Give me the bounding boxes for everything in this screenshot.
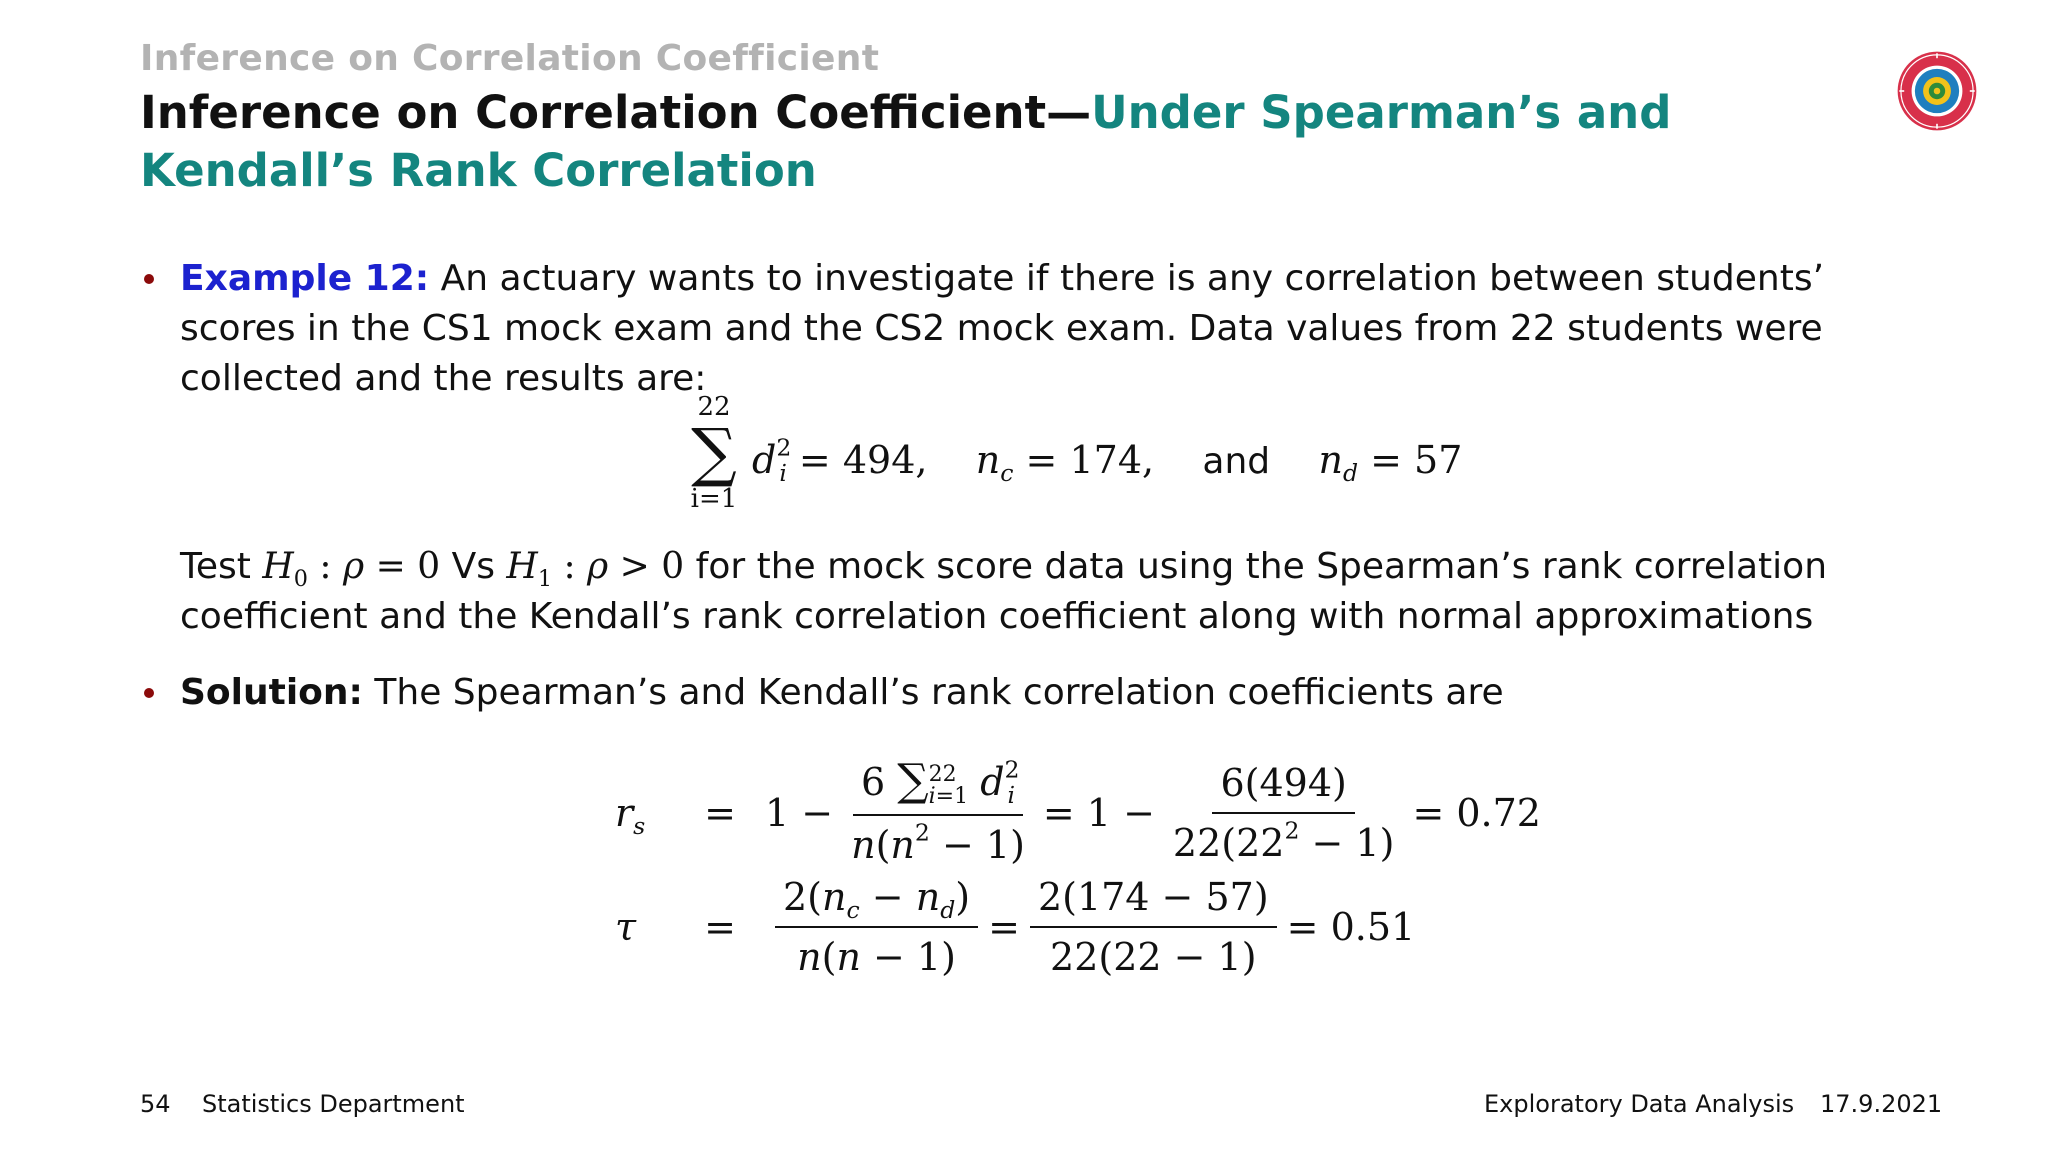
kendall-equation: τ = $\frac{2(n_c - n_d)}{n(n - 1)}$ = $\frac{2(174 - 57)}{22(22 - 1)}$ = 0.51 [615,875,1416,979]
section-title: Inference on Correlation Coefficient [140,38,880,79]
title-main: Inference on Correlation Coefficient— [140,86,1092,139]
sum-upper-limit: 22 [697,392,731,422]
vs-word: Vs [451,546,495,587]
kendall-denominator: 22(22 − 1) [1050,935,1257,979]
nc-value: 174 [1069,438,1142,482]
footer-course: Exploratory Data Analysis [1484,1090,1795,1118]
example-label: Example 12: [180,258,430,299]
kendall-fraction-numeric [1030,874,1277,980]
spearman-equation: $r_s$ = 1 − 6 ∑ 22 i=1 $d^2_i$ $n(n^2 - 1)$ = 1 − $\frac{6(494)}{22(22^2 - 1)}$ = 0.72 [615,755,1541,867]
example-paragraph [180,254,1920,404]
footer-department: Statistics Department [202,1090,465,1118]
summary-values: $d^2_i = 494$, $n_c = 174$, and $n_d = 57$ [752,433,1463,488]
solution-label: Solution: [180,672,363,713]
solution-paragraph [180,668,1920,718]
and-text: and [1202,441,1271,482]
summation-symbol: 22 ∑ i=1 [680,392,748,514]
sum-d-squared-value: 494 [842,438,916,482]
null-hypothesis: $H_0$ : ρ = 0 [262,546,441,592]
example-text: An actuary wants to investigate if there is any correlation between students’ scores in the CS1 mock exam and the CS2 mock exam. Data values from 22 students were collected and the results are: [180,258,1825,399]
footer-page-number: 54 [140,1090,171,1118]
spearman-denominator: 22(22 [1172,821,1285,865]
bullet-solution [144,688,154,698]
spearman-numerator: 6(494) [1212,760,1354,814]
spearman-result: 0.72 [1456,791,1541,835]
nd-value: 57 [1414,438,1463,482]
sum-lower-limit: i=1 [690,484,738,514]
summary-equation [680,392,1463,522]
test-text: for the mock score data using the Spearman’s rank correlation coefficient and the Kendall’s rank correlation coefficient along with normal approximations [180,546,1828,637]
spearman-fraction-general: 6 ∑ 22 i=1 $d^2_i$ $n(n^2 - 1)$ [851,755,1025,867]
title-highlight: Under Spearman’s and Kendall’s Rank Correlation [140,86,1672,197]
kendall-fraction-general: $\frac{2(n_c - n_d)}{n(n - 1)}$ [775,874,978,980]
frame-title [140,84,1900,200]
solution-text: The Spearman’s and Kendall’s rank correlation coefficients are [374,672,1504,713]
alt-hypothesis: $H_1$ : ρ > 0 [506,546,685,592]
kendall-result: 0.51 [1330,905,1416,949]
spearman-fraction-numeric: $\frac{6(494)}{22(22^2 - 1)}$ [1172,761,1395,865]
test-word: Test [180,546,251,587]
university-seal-icon [1896,50,1978,132]
footer-date: 17.9.2021 [1820,1090,1943,1118]
bullet-example [144,274,154,284]
test-paragraph [180,542,1880,642]
kendall-numerator: 2(174 − 57) [1030,874,1277,928]
